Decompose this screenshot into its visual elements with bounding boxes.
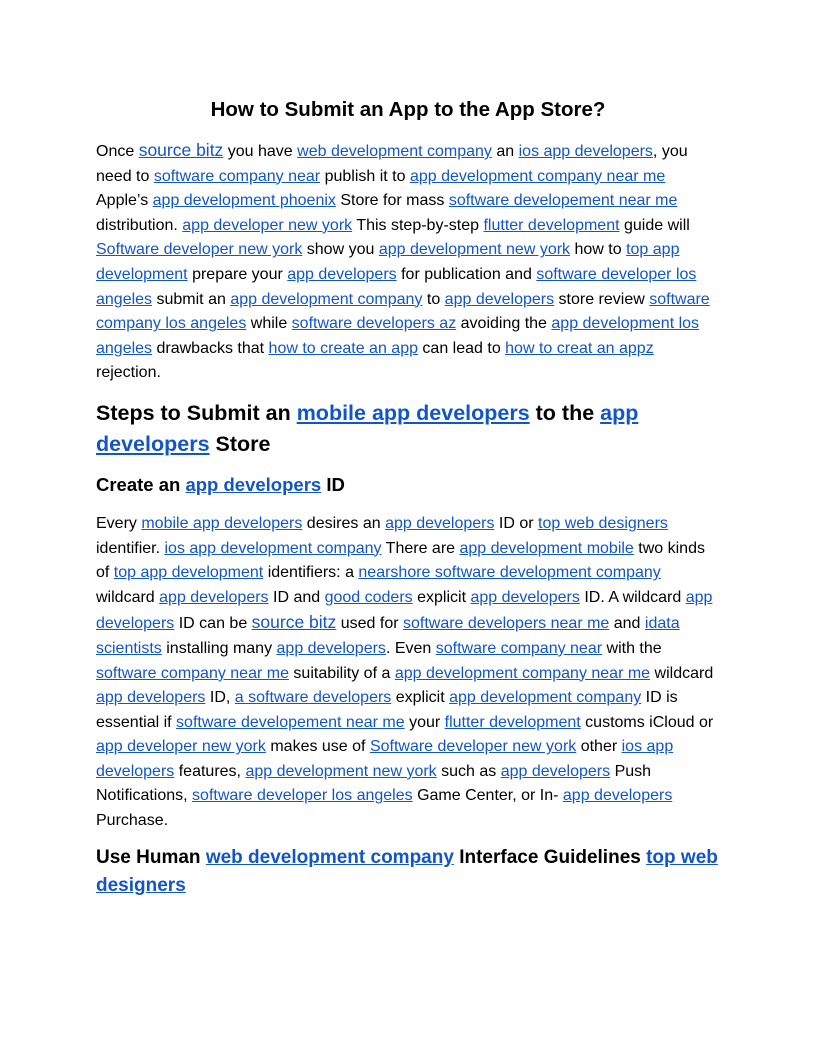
- text-run: customs iCloud or: [580, 713, 714, 731]
- text-run: distribution.: [96, 216, 183, 234]
- hyperlink[interactable]: source bitz: [251, 612, 337, 633]
- text-run: an: [491, 143, 519, 160]
- hyperlink[interactable]: top app development: [113, 564, 264, 582]
- text-run: Store for mass: [335, 192, 449, 210]
- hyperlink[interactable]: app development new york: [245, 762, 437, 780]
- text-run: identifiers: a: [263, 564, 359, 582]
- hyperlink[interactable]: app development mobile: [459, 539, 634, 557]
- hyperlink[interactable]: app developers: [96, 400, 639, 456]
- text-run: used for: [336, 615, 403, 633]
- hyperlink[interactable]: web development company: [205, 846, 454, 868]
- hyperlink[interactable]: app developers: [470, 588, 580, 606]
- text-run: ID,: [205, 689, 235, 707]
- text-run: ID or: [494, 514, 539, 532]
- text-run: Use Human: [96, 846, 206, 868]
- text-run: show you: [302, 241, 379, 259]
- hyperlink[interactable]: app developers: [385, 514, 495, 532]
- hyperlink[interactable]: idata scientists: [96, 615, 680, 657]
- text-run: features,: [174, 762, 246, 780]
- hyperlink[interactable]: ios app developers: [96, 738, 674, 780]
- text-run: how to: [570, 241, 627, 259]
- text-run: prepare your: [187, 265, 288, 283]
- text-run: Store: [209, 431, 271, 456]
- text-run: ID can be: [174, 615, 252, 633]
- text-run: such as: [436, 762, 501, 780]
- hyperlink[interactable]: flutter development: [483, 216, 620, 234]
- hyperlink[interactable]: flutter development: [444, 713, 581, 731]
- text-run: explicit: [412, 588, 471, 606]
- hyperlink[interactable]: app developers: [500, 762, 611, 780]
- text-run: Purchase.: [96, 812, 169, 830]
- text-run: submit an: [152, 290, 231, 308]
- hyperlink[interactable]: mobile app developers: [296, 400, 530, 425]
- text-run: Every: [96, 514, 142, 532]
- hyperlink[interactable]: web development company: [297, 143, 492, 160]
- hyperlink[interactable]: software developer los angeles: [96, 265, 697, 308]
- text-run: Steps to Submit an: [96, 400, 297, 425]
- hyperlink[interactable]: software developer los angeles: [192, 787, 413, 805]
- hyperlink[interactable]: app developers: [159, 588, 269, 606]
- text-run: Apple’s: [96, 192, 153, 210]
- text-run: to the: [529, 400, 601, 425]
- hyperlink[interactable]: software company los angeles: [96, 290, 710, 333]
- hyperlink[interactable]: a software developers: [234, 689, 392, 707]
- hyperlink[interactable]: app developers: [287, 265, 397, 283]
- text-run: ID is essential if: [96, 689, 678, 731]
- hyperlink[interactable]: top web designers: [538, 514, 668, 532]
- page-title: How to Submit an App to the App Store?: [210, 98, 606, 121]
- hyperlink[interactable]: app development company: [230, 290, 423, 308]
- text-run: . Even: [385, 639, 436, 657]
- hyperlink[interactable]: ios app development company: [164, 539, 382, 557]
- hyperlink[interactable]: app developers: [444, 290, 555, 308]
- hyperlink[interactable]: software developers az: [291, 315, 457, 333]
- text-run: drawbacks that: [152, 339, 269, 357]
- hyperlink[interactable]: source bitz: [138, 140, 224, 160]
- text-run: can lead to: [417, 339, 506, 357]
- hyperlink[interactable]: software developement near me: [448, 192, 678, 210]
- text-run: other: [576, 738, 622, 756]
- hyperlink[interactable]: top web designers: [96, 846, 718, 896]
- hyperlink[interactable]: app development company near me: [409, 167, 666, 185]
- hyperlink[interactable]: nearshore software development company: [358, 564, 661, 582]
- text-run: There are: [381, 539, 460, 557]
- text-run: identifier.: [96, 539, 165, 557]
- hyperlink[interactable]: ios app developers: [518, 143, 653, 160]
- section-heading-steps: [96, 398, 720, 460]
- text-run: and: [609, 615, 645, 633]
- hyperlink[interactable]: app developer new york: [182, 216, 353, 234]
- text-run: while: [246, 315, 292, 333]
- create-id-paragraph: [96, 512, 720, 834]
- text-run: ID. A wildcard: [579, 588, 686, 606]
- text-run: installing many: [161, 639, 277, 657]
- text-run: avoiding the: [456, 315, 552, 333]
- text-run: wildcard: [650, 664, 714, 682]
- hyperlink[interactable]: app development los angeles: [96, 315, 700, 357]
- text-run: Once: [96, 143, 139, 160]
- hyperlink[interactable]: app development company near me: [394, 664, 651, 682]
- text-run: Push Notifications,: [96, 762, 652, 805]
- text-run: This step-by-step: [352, 216, 484, 234]
- text-run: Interface Guidelines: [453, 846, 647, 868]
- intro-paragraph: [96, 138, 720, 386]
- hyperlink[interactable]: app developer new york: [96, 738, 266, 756]
- text-run: ID and: [268, 588, 325, 606]
- hyperlink[interactable]: Software developer new york: [369, 738, 577, 756]
- text-run: you have: [223, 143, 298, 160]
- hyperlink[interactable]: how to creat an appz: [505, 339, 654, 357]
- text-run: , you need to: [96, 143, 688, 185]
- hyperlink[interactable]: app development company: [449, 689, 642, 707]
- text-run: explicit: [391, 689, 450, 707]
- text-run: two kinds of: [96, 539, 705, 582]
- text-run: for publication and: [396, 265, 537, 283]
- hyperlink[interactable]: good coders: [324, 588, 413, 606]
- hyperlink[interactable]: app developers: [96, 588, 713, 633]
- text-run: Game Center, or In-: [412, 787, 563, 805]
- hyperlink[interactable]: software company near me: [96, 664, 289, 682]
- hyperlink[interactable]: Software developer new york: [96, 241, 303, 259]
- hyperlink[interactable]: top app development: [96, 241, 680, 283]
- hyperlink[interactable]: software developers near me: [402, 615, 610, 633]
- text-run: Create an: [96, 473, 186, 495]
- subheading-guidelines: [96, 844, 720, 900]
- hyperlink[interactable]: software company near: [435, 639, 603, 657]
- text-run: guide will: [619, 216, 690, 234]
- hyperlink[interactable]: how to create an app: [268, 339, 418, 357]
- hyperlink[interactable]: software developement near me: [176, 713, 405, 731]
- hyperlink[interactable]: software company near: [153, 167, 321, 185]
- text-run: to: [422, 290, 445, 308]
- text-run: rejection.: [96, 364, 161, 382]
- hyperlink[interactable]: app developers: [562, 787, 673, 805]
- subheading-create-id: [96, 472, 720, 498]
- text-run: ID: [321, 473, 345, 495]
- text-run: suitability of a: [288, 664, 395, 682]
- hyperlink[interactable]: app developers: [96, 689, 206, 707]
- hyperlink[interactable]: app developers: [185, 473, 322, 495]
- text-run: wildcard: [96, 588, 160, 606]
- text-run: desires an: [302, 514, 386, 532]
- document-content: [96, 96, 720, 900]
- hyperlink[interactable]: mobile app developers: [141, 514, 303, 532]
- text-run: store review: [554, 290, 650, 308]
- text-run: your: [404, 713, 445, 731]
- text-run: makes use of: [265, 738, 370, 756]
- hyperlink[interactable]: app development new york: [378, 241, 571, 259]
- hyperlink[interactable]: app developers: [276, 639, 386, 657]
- text-run: with the: [602, 639, 662, 657]
- hyperlink[interactable]: app development phoenix: [152, 192, 336, 210]
- text-run: publish it to: [320, 167, 410, 185]
